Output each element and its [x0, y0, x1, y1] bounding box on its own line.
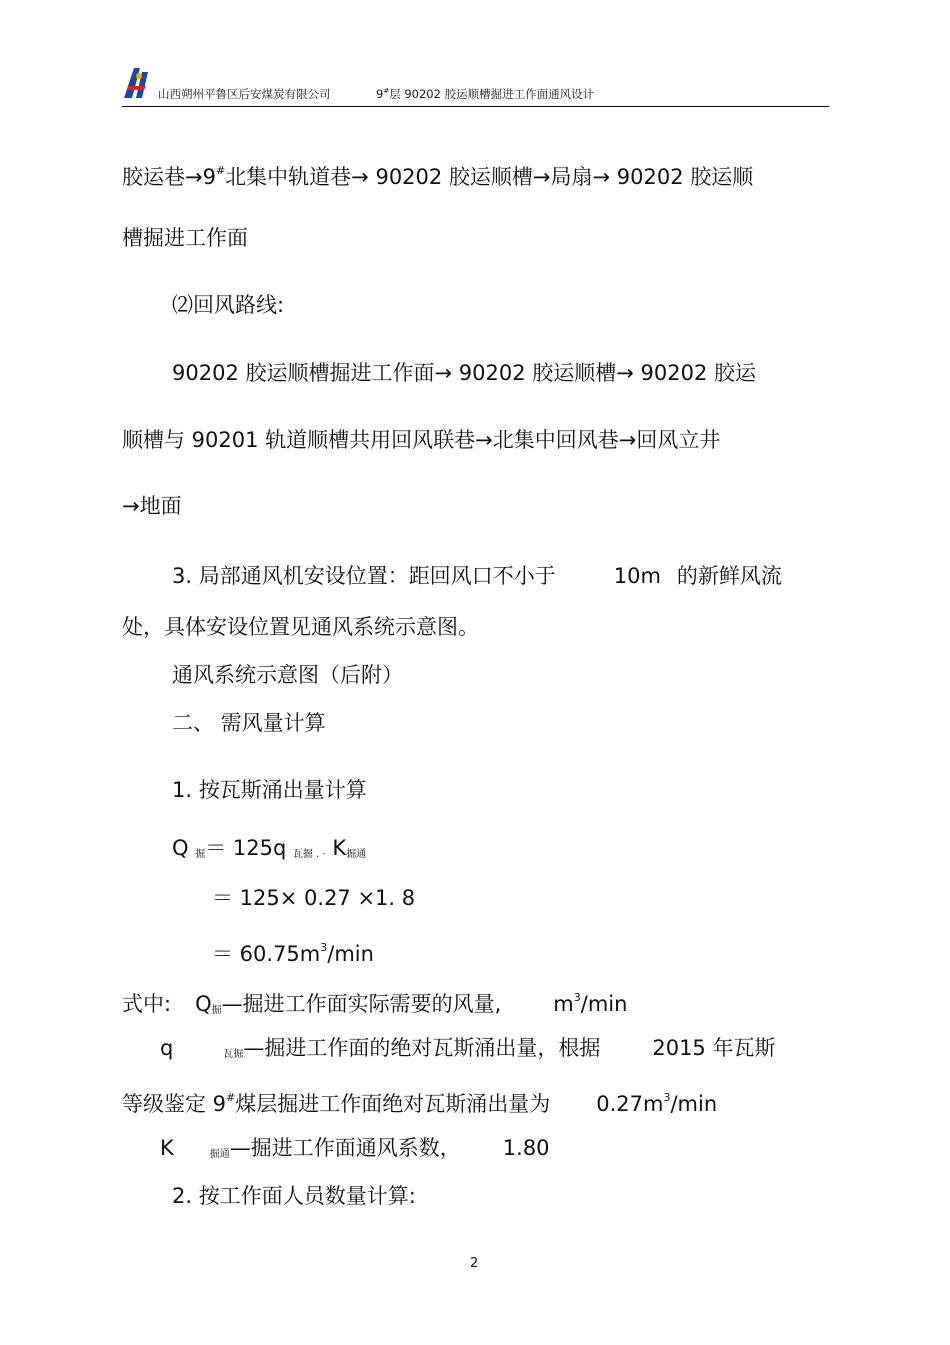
return-route-line-3: →地面: [122, 494, 182, 518]
fan-position-line-1: 3. 局部通风机安设位置：距回风口不小于 10m 的新鲜风流: [172, 564, 782, 588]
page-header: [122, 66, 829, 108]
company-name: 山西朔州平鲁区后安煤炭有限公司: [158, 87, 331, 101]
header-divider: [122, 106, 829, 107]
document-title: 9#层 90202 胶运顺槽掘进工作面通风设计: [376, 87, 595, 101]
where-qg-line-1: q $_{瓦掘}$—掘进工作面的绝对瓦斯涌出量，根据 2015 年瓦斯: [160, 1036, 776, 1060]
item-2-heading: 2. 按工作面人员数量计算:: [172, 1184, 416, 1208]
fan-position-line-2: 处，具体安设位置见通风系统示意图。: [122, 615, 479, 639]
return-route-line-2: 顺槽与 90201 轨道顺槽共用回风联巷→北集中回风巷→回风立井: [122, 428, 721, 452]
formula-line-1: Q $_掘$＝ 125q $_{瓦掘 . \cdot}$ $K_{掘通}$: [172, 836, 367, 860]
diagram-note: 通风系统示意图（后附）: [172, 663, 403, 687]
intake-route-line-1: 胶运巷→9#北集中轨道巷→ 90202 胶运顺槽→局扇→ 90202 胶运顺: [122, 164, 754, 189]
item-1-heading: 1. 按瓦斯涌出量计算: [172, 778, 367, 802]
where-qg-line-2: 等级鉴定 9#煤层掘进工作面绝对瓦斯涌出量为 $0.27m^3/\min$: [122, 1091, 718, 1116]
return-route-line-1: 90202 胶运顺槽掘进工作面→ 90202 胶运顺槽→ 90202 胶运: [172, 361, 756, 385]
section-heading: 二、 需风量计算: [172, 711, 326, 735]
where-k-line: K $_{掘通}$—掘进工作面通风系数， 1.80: [160, 1136, 550, 1160]
page-number: 2: [470, 1256, 479, 1271]
formula-line-2: ＝ 125× 0.27 ×1. 8: [212, 886, 416, 910]
return-route-heading: ⑵回风路线:: [172, 293, 285, 317]
company-logo: [122, 66, 152, 100]
formula-line-3: ＝ $60.75m^3/\min$: [212, 941, 374, 966]
intake-route-line-2: 槽掘进工作面: [122, 226, 248, 250]
where-q-line: 式中: $Q_掘—$掘进工作面实际需要的风量, $m^3/\min$: [122, 991, 628, 1016]
